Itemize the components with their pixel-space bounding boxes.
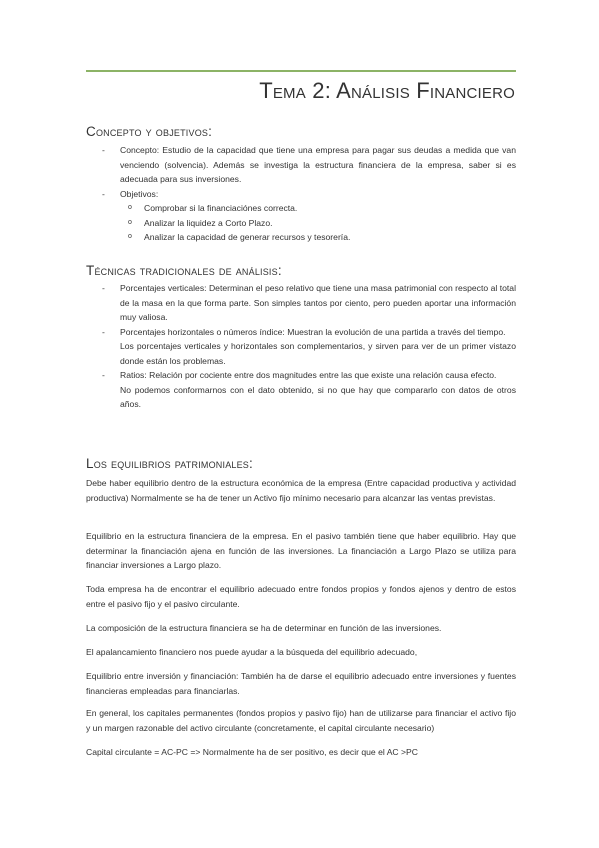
list-item-text: Objetivos: [120,188,159,199]
list-item-text: Ratios: Relación por cociente entre dos magnitudes entre las que existe una relación causa efecto. [120,370,497,380]
section-heading-tecnicas: Técnicas tradicionales de análisis: [86,263,282,278]
sub-list-item-text: Comprobar si la financiaciónes correcta. [144,203,298,213]
page-title: Tema 2: Análisis Financiero [259,78,515,103]
paragraph: La composición de la estructura financiera se ha de determinar en función de las inversiones. [86,623,442,633]
sub-list-item-text: Analizar la capacidad de generar recursos y tesorería. [144,232,351,242]
list-item [86,143,516,187]
paragraph: Equilibrio en la estructura financiera de la empresa. En el pasivo también tiene que haber equilibrio. Hay que determinar la financiación ajena en función de las inversiones. La financiación a Largo Plazo se utiliza para financiar inversiones a Largo plazo. [86,531,516,570]
paragraph: Capital circulante = AC-PC => Normalmente ha de ser positivo, es decir que el AC >PC [86,747,418,757]
list-item-note: Los porcentajes verticales y horizontales son complementarios, y sirven para ver de un primer vistazo donde están los problemas. [120,341,516,366]
list-item [86,281,516,325]
paragraph: Toda empresa ha de encontrar el equilibrio adecuado entre fondos propios y fondos ajenos y dentro de estos entre el pasivo fijo y el pasivo circulante. [86,584,516,609]
list-item-text: Porcentajes verticales: Determinan el peso relativo que tiene una masa patrimonial con respecto al total de la masa en la que forma parte. Son simples tantos por ciento, pero pueden aportar una información muy valiosa. [120,283,516,322]
paragraph: El apalancamiento financiero nos puede ayudar a la búsqueda del equilibrio adecuado, [86,647,418,657]
bullet-marker: - [102,370,105,380]
sub-bullet-marker: o [128,218,132,226]
bullet-marker: - [102,326,105,337]
list-item [86,325,516,369]
list-item-note: No podemos conformarnos con el dato obtenido, si no que hay que compararlo con datos de otros años. [120,384,516,409]
section2-list [86,281,516,412]
paragraph: Equilibrio entre inversión y financiación: También ha de darse el equilibrio adecuado entre inversiones y fuentes financieras empleadas para financiarlas. [86,671,516,696]
sub-list-item [86,216,516,231]
bullet-marker: - [102,145,105,155]
paragraph: En general, los capitales permanentes (fondos propios y pasivo fijo) han de utilizarse para financiar el activo fijo y un margen razonable del activo circulante (concretamente, el capital circulante necesario) [86,708,516,733]
list-item [86,187,516,202]
bullet-marker: - [102,188,105,199]
section-heading-equilibrios: Los equilibrios patrimoniales: [86,456,253,471]
sub-bullet-marker: o [128,233,132,240]
title-rule [86,70,516,72]
section1-list [86,143,516,245]
section-heading-concepto: Concepto y objetivos: [86,124,213,139]
list-item-text: Porcentajes horizontales o números índice: Muestran la evolución de una partida a través del tiempo. [120,326,506,337]
sub-list-item [86,230,516,245]
list-item-text: Concepto: Estudio de la capacidad que tiene una empresa para pagar sus deudas a medida que van venciendo (solvencia). Además se investiga la estructura financiera de la empresa, saber si es adecuada para sus inversiones. [120,145,516,184]
sub-bullet-marker: o [128,204,132,211]
list-item [86,368,516,412]
paragraph: Debe haber equilibrio dentro de la estructura económica de la empresa (Entre capacidad productiva y actividad productiva) Normalmente se ha de tener un Activo fijo mínimo necesario para alcanzar las ventas previstas. [86,478,516,503]
sub-list-item-text: Analizar la liquidez a Corto Plazo. [144,217,273,228]
bullet-marker: - [102,283,105,293]
sub-list-item [86,201,516,216]
